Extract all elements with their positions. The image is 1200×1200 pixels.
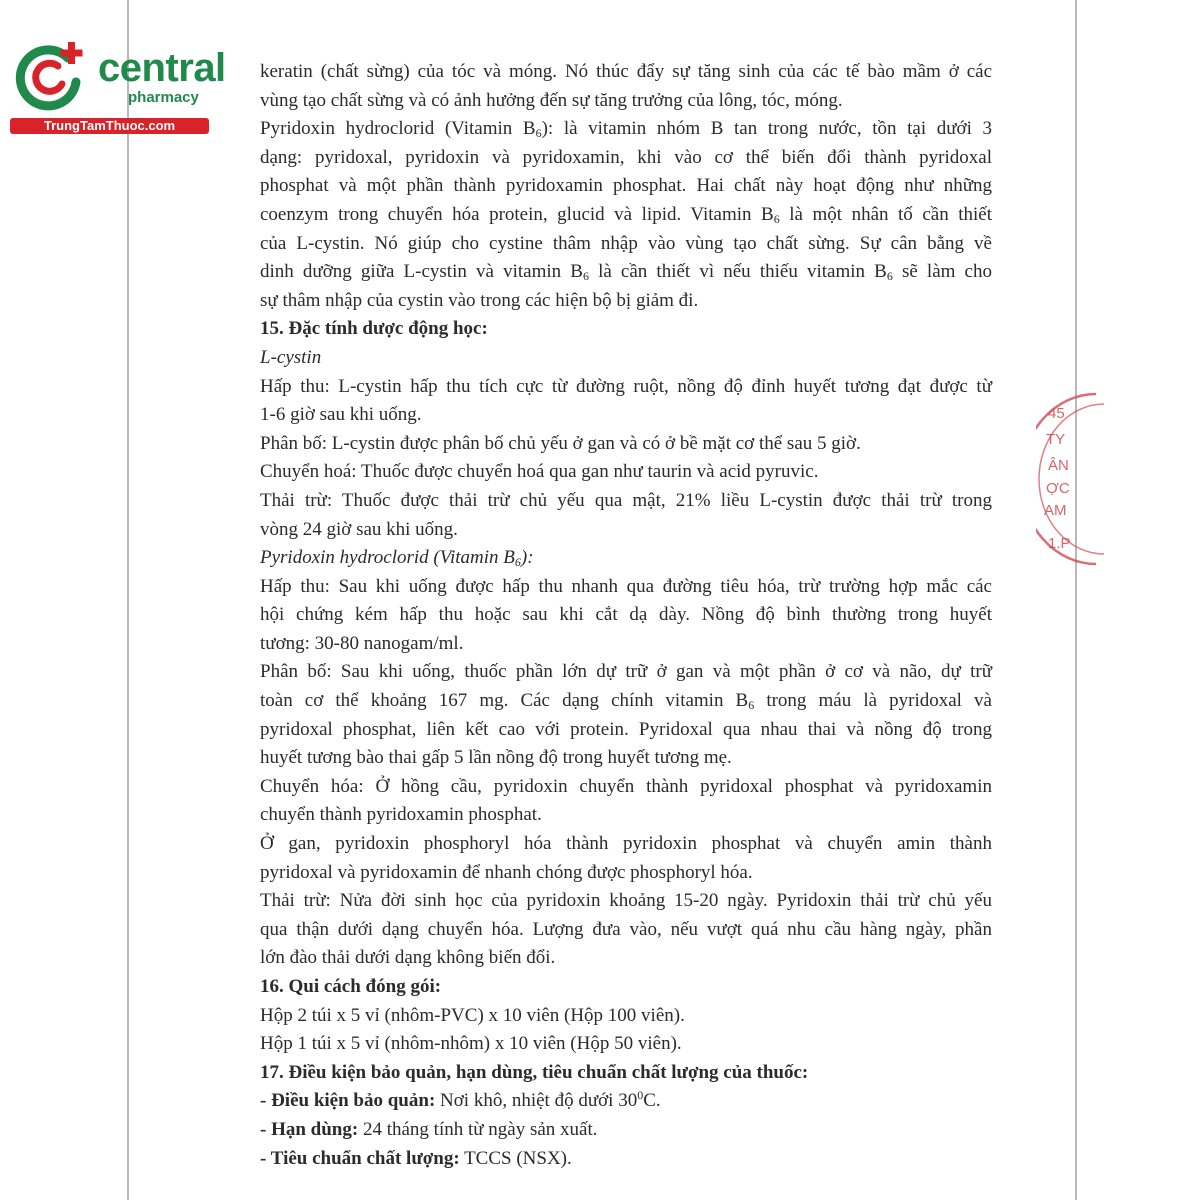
text-line: Hấp thu: Sau khi uống được hấp thu nhanh qua đường tiêu hóa, trừ trường hợp mắc các	[260, 575, 992, 597]
section-heading: 15. Đặc tính dược động học:	[260, 318, 488, 340]
text-line: dinh dưỡng giữa L-cystin và vitamin $B_6$ là cần thiết vì nếu thiếu vitamin $B_6$ sẽ làm cho	[260, 261, 992, 284]
text-line: Ở gan, pyridoxin phosphoryl hóa thành pyridoxin phosphat và chuyển amin thành	[260, 833, 992, 855]
text-line: Phân bố: L-cystin được phân bố chủ yếu ở gan và có ở bề mặt cơ thể sau 5 giờ.	[260, 432, 861, 454]
text-line: - Hạn dùng: 24 tháng tính từ ngày sản xuất.	[260, 1118, 598, 1140]
subheading: L-cystin	[260, 346, 322, 368]
pharmacy-cross-icon	[10, 38, 90, 118]
text-line: Hộp 2 túi x 5 vỉ (nhôm-PVC) x 10 viên (Hộp 100 viên).	[260, 1004, 685, 1026]
text-line: Hấp thu: L-cystin hấp thu tích cực từ đường ruột, nồng độ đỉnh huyết tương đạt được từ	[260, 375, 992, 397]
text-line: của L-cystin. Nó giúp cho cystine thâm nhập vào vùng tạo chất sừng. Sự cân bằng về	[260, 232, 992, 254]
text-line: Thải trừ: Nửa đời sinh học của pyridoxin khoảng 15-20 ngày. Pyridoxin thải trừ chủ yếu	[260, 890, 992, 912]
svg-text:AM: AM	[1044, 502, 1067, 519]
svg-text:45: 45	[1048, 405, 1065, 422]
text-line: sự thâm nhập của cystin vào trong các hiện bộ bị giảm đi.	[260, 289, 699, 311]
svg-text:ÂN: ÂN	[1048, 457, 1069, 474]
section-heading: 17. Điều kiện bảo quản, hạn dùng, tiêu chuẩn chất lượng của thuốc:	[260, 1061, 809, 1083]
logo-website-link[interactable]: TrungTamThuoc.com	[10, 118, 209, 134]
text-line: huyết tương bào thai gấp 5 lần nồng độ trong huyết tương mẹ.	[260, 747, 732, 769]
text-line: tương: 30-80 nanogam/ml.	[260, 632, 464, 654]
red-seal-stamp	[1036, 388, 1126, 568]
text-line: qua thận dưới dạng chuyển hóa. Lượng đưa vào, nếu vượt quá nhu cầu hàng ngày, phần	[260, 918, 992, 940]
svg-text:ỢC: ỢC	[1046, 480, 1070, 497]
text-line: Hộp 1 túi x 5 vỉ (nhôm-nhôm) x 10 viên (Hộp 50 viên).	[260, 1033, 682, 1055]
text-line: pyridoxal và pyridoxamin để nhanh chóng được phosphoryl hóa.	[260, 861, 753, 883]
text-line: dạng: pyridoxal, pyridoxin và pyridoxamin, khi vào cơ thể biến đổi thành pyridoxal	[260, 146, 992, 168]
text-line: phosphat và một phần thành pyridoxamin phosphat. Hai chất này hoạt động như những	[260, 175, 992, 197]
logo-brand-name: central	[98, 46, 226, 90]
text-line: vùng tạo chất sừng và có ảnh hưởng đến sự tăng trưởng của lông, tóc, móng.	[260, 89, 843, 111]
text-line: Chuyển hóa: Ở hồng cầu, pyridoxin chuyển thành pyridoxal phosphat và pyridoxamin	[260, 775, 992, 797]
logo-subtitle: pharmacy	[128, 89, 199, 106]
section-heading: 16. Qui cách đóng gói:	[260, 976, 442, 997]
text-line: - Tiêu chuẩn chất lượng: TCCS (NSX).	[260, 1147, 572, 1169]
text-line: - Điều kiện bảo quản: Nơi khô, nhiệt độ dưới $30^0C$.	[260, 1088, 661, 1112]
text-line: coenzym trong chuyển hóa protein, glucid và lipid. Vitamin $B_6$ là một nhân tố cần thiết	[260, 203, 992, 226]
text-line: keratin (chất sừng) của tóc và móng. Nó thúc đẩy sự tăng sinh của các tế bào mầm ở các	[260, 61, 992, 82]
text-line: lớn đào thải dưới dạng không biến đổi.	[260, 947, 556, 969]
page-edge-left	[127, 0, 129, 1200]
svg-text:1.P: 1.P	[1048, 535, 1071, 552]
text-line: chuyển thành pyridoxamin phosphat.	[260, 804, 542, 826]
text-line: 1-6 giờ sau khi uống.	[260, 404, 422, 426]
text-line: toàn cơ thể khoảng 167 mg. Các dạng chính vitamin $B_6$ trong máu là pyridoxal và	[260, 690, 992, 713]
text-line: Thải trừ: Thuốc được thải trừ chủ yếu qua mật, 21% liều L-cystin được thải trừ trong	[260, 489, 992, 511]
central-pharmacy-logo[interactable]	[10, 38, 226, 138]
text-line: Chuyển hoá: Thuốc được chuyển hoá qua gan như taurin và acid pyruvic.	[260, 461, 819, 483]
svg-text:TY: TY	[1046, 431, 1066, 448]
page-edge-right	[1075, 0, 1077, 1200]
text-line: Pyridoxin hydroclorid (Vitamin $B_6$): là vitamin nhóm B tan trong nước, tồn tại dưới 3	[260, 118, 992, 141]
text-line: vòng 24 giờ sau khi uống.	[260, 518, 458, 540]
subheading: Pyridoxin hydroclorid (Vitamin $B_6$):	[260, 547, 534, 570]
text-line: pyridoxal phosphat, liên kết cao với protein. Pyridoxal qua nhau thai và nồng độ trong	[260, 718, 992, 740]
document-body	[260, 58, 992, 1173]
text-line: Phân bố: Sau khi uống, thuốc phần lớn dự trữ ở gan và một phần ở cơ và não, dự trữ	[260, 661, 992, 683]
text-line: hội chứng kém hấp thu hoặc sau khi cắt dạ dày. Nồng độ bình thường trong huyết	[260, 604, 992, 626]
